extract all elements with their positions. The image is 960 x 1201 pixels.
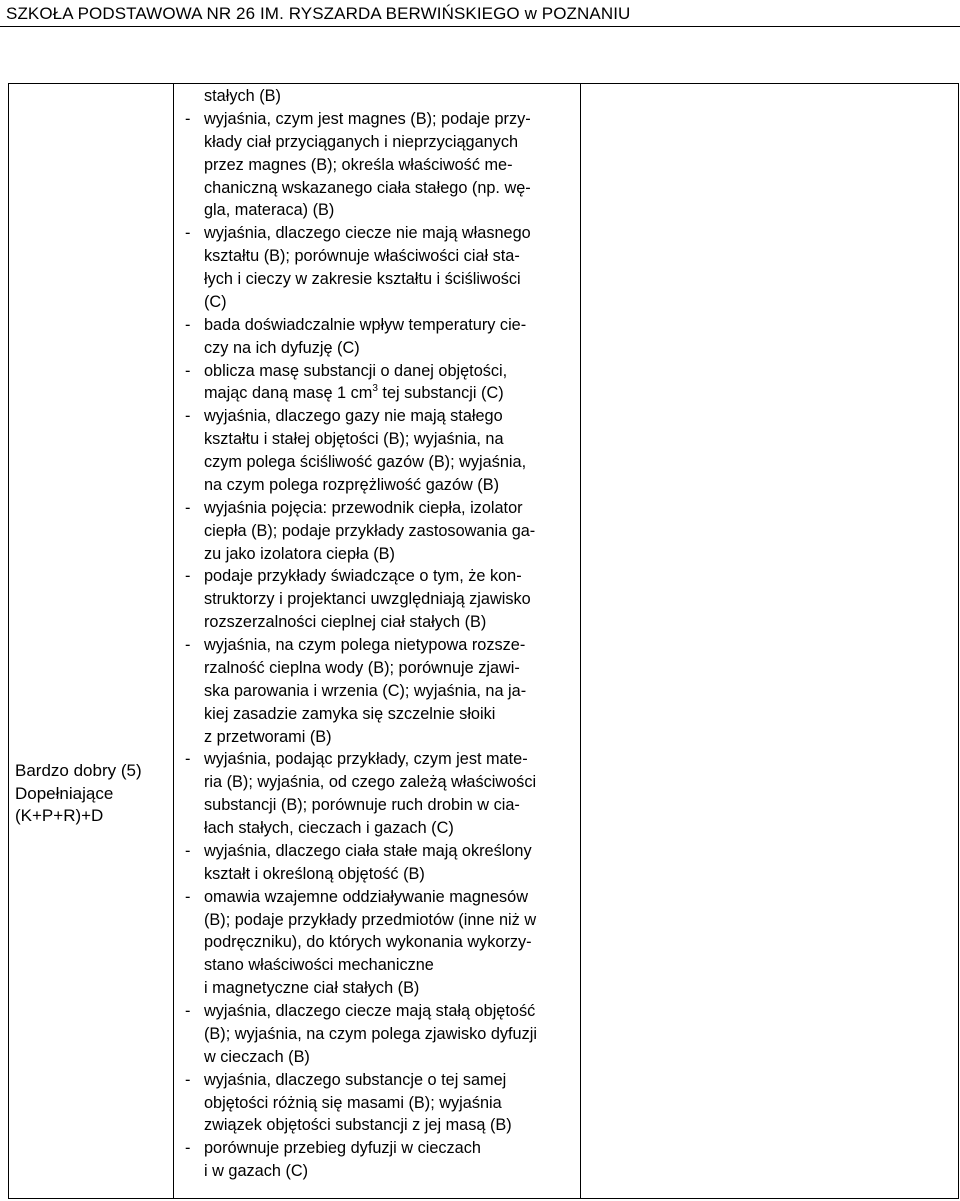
requirement-line (174, 771, 580, 794)
requirement-text-part: kształtu (B); porównuje właściwości ciał sta- (204, 247, 520, 266)
requirement-line (174, 474, 580, 497)
requirement-text (204, 909, 536, 932)
requirement-text-part: kształt i określoną objętość (B) (204, 864, 425, 883)
requirement-text-part: wyjaśnia, dlaczego ciecze nie mają własnego (204, 224, 531, 243)
bullet-dash: - (185, 361, 191, 380)
requirement-line (174, 977, 580, 1000)
requirement-text-part: (B); podaje przykłady przedmiotów (inne niż w (204, 910, 537, 929)
requirement-text (204, 1114, 512, 1137)
requirement-line (174, 85, 580, 108)
requirement-text (204, 291, 227, 314)
requirement-text-part: tej substancji (C) (377, 384, 504, 403)
requirement-text-part: zu jako izolatora ciepła (B) (204, 544, 395, 563)
requirement-line (174, 817, 580, 840)
bullet-dash: - (185, 315, 191, 334)
requirement-line (174, 268, 580, 291)
requirement-line (174, 840, 580, 863)
requirement-text-part: kiej zasadzie zamyka się szczelnie słoiki (204, 704, 496, 723)
requirement-line (174, 863, 580, 886)
requirement-text-part: wyjaśnia, dlaczego substancje o tej samej (204, 1070, 507, 1089)
requirement-text (204, 1000, 535, 1023)
requirement-text (204, 794, 520, 817)
requirement-line (174, 1092, 580, 1115)
requirement-line (174, 131, 580, 154)
requirement-line (174, 177, 580, 200)
bullet-dash: - (185, 636, 191, 654)
requirement-line (174, 154, 580, 177)
requirement-text (204, 611, 486, 634)
requirement-text (204, 840, 532, 863)
requirement-text (204, 268, 521, 291)
requirement-text (204, 360, 507, 383)
requirement-line (174, 382, 580, 405)
requirement-text-part: przez magnes (B); określa właściwość me- (204, 155, 513, 174)
requirement-text (204, 703, 495, 726)
grade-formula: (K+P+R)+D (15, 806, 104, 825)
requirement-text-part: stano właściwości mechaniczne (204, 956, 434, 975)
requirement-line (174, 222, 580, 245)
requirement-line (174, 314, 580, 337)
requirement-text (204, 1069, 506, 1092)
requirement-text (204, 85, 281, 108)
requirement-text (204, 382, 504, 405)
requirement-text-part: ciepła (B); podaje przykłady zastosowania ga- (204, 521, 536, 540)
requirement-line (174, 611, 580, 634)
requirement-line (174, 497, 580, 520)
requirement-line (174, 680, 580, 703)
requirement-line (174, 291, 580, 314)
requirement-text-part: wyjaśnia, dlaczego ciała stałe mają określony (204, 841, 532, 860)
requirement-text-part: i w gazach (C) (204, 1162, 309, 1181)
requirement-text-part: ria (B); wyjaśnia, od czego zależą właściwości (204, 773, 537, 792)
requirement-text (204, 680, 526, 703)
requirement-line (174, 1046, 580, 1069)
bullet-dash: - (185, 1002, 191, 1020)
requirement-text-part: rzalność cieplna wody (B); porównuje zjawi- (204, 658, 520, 677)
requirement-text (204, 497, 523, 520)
requirement-text-part: bada doświadczalnie wpływ temperatury cie- (204, 315, 527, 334)
requirement-text (204, 863, 425, 886)
grade-label (15, 760, 142, 828)
requirement-text-part: oblicza masę substancji o danej objętości, (204, 361, 508, 380)
requirement-text (204, 931, 532, 954)
requirement-text-part: mając daną masę 1 cm (204, 384, 373, 403)
requirement-text-part: wyjaśnia, dlaczego ciecze mają stałą objętość (204, 1002, 536, 1020)
requirement-text (204, 748, 528, 771)
requirement-text (204, 154, 513, 177)
requirement-line (174, 428, 580, 451)
requirement-text-part: i magnetyczne ciał stałych (B) (204, 979, 420, 998)
header-divider (0, 26, 960, 27)
requirement-text-part: substancji (B); porównuje ruch drobin w cia- (204, 796, 520, 815)
requirement-text (204, 428, 504, 451)
requirement-line (174, 1023, 580, 1046)
requirement-text-part: (C) (204, 292, 227, 311)
requirement-text (204, 771, 536, 794)
bullet-dash: - (185, 1070, 191, 1089)
requirement-line (174, 657, 580, 680)
requirement-text (204, 1046, 310, 1069)
requirement-line (174, 451, 580, 474)
requirement-line (174, 1069, 580, 1092)
requirement-text-part: kłady ciał przyciąganych i nieprzyciąganych (204, 132, 519, 151)
requirement-text (204, 954, 434, 977)
requirement-line (174, 726, 580, 749)
requirement-text-part: czy na ich dyfuzję (C) (204, 338, 360, 357)
requirement-line (174, 360, 580, 383)
requirement-text-part: wyjaśnia, podając przykłady, czym jest mate- (204, 750, 528, 769)
requirement-line (174, 1000, 580, 1023)
requirement-text (204, 1023, 537, 1046)
requirement-text-part: podaje przykłady świadczące o tym, że kon- (204, 567, 522, 586)
requirement-text (204, 131, 518, 154)
requirement-text (204, 177, 531, 200)
superscript: 3 (372, 383, 378, 395)
bullet-dash: - (185, 841, 191, 860)
requirement-text-part: na czym polega rozprężliwość gazów (B) (204, 475, 499, 494)
requirement-text (204, 520, 535, 543)
requirement-text-part: czym polega ściśliwość gazów (B); wyjaśnia, (204, 453, 527, 471)
requirement-text-part: wyjaśnia, czym jest magnes (B); podaje przy- (204, 109, 531, 128)
grade-column (9, 84, 174, 1198)
requirement-line (174, 634, 580, 657)
bullet-dash: - (185, 498, 191, 517)
requirement-text (204, 657, 520, 680)
requirement-text-part: w cieczach (B) (204, 1047, 310, 1066)
requirement-text (204, 977, 419, 1000)
requirement-text (204, 1160, 308, 1183)
requirement-text-part: podręczniku), do których wykonania wykorzy- (204, 933, 532, 952)
requirement-line (174, 703, 580, 726)
bullet-dash: - (185, 887, 191, 906)
requirement-text-part: ska parowania i wrzenia (C); wyjaśnia, na ja- (204, 681, 527, 700)
document-header: SZKOŁA PODSTAWOWA NR 26 IM. RYSZARDA BERWIŃSKIEGO w POZNANIU (6, 4, 631, 23)
requirement-text-part: (B); wyjaśnia, na czym polega zjawisko dyfuzji (204, 1024, 537, 1043)
requirement-line (174, 1137, 580, 1160)
requirement-text (204, 886, 528, 909)
requirement-line (174, 565, 580, 588)
requirement-text (204, 245, 520, 268)
bullet-dash: - (185, 224, 191, 243)
requirement-text-part: kształtu i stałej objętości (B); wyjaśnia, na (204, 430, 504, 449)
requirement-text (204, 199, 334, 222)
requirement-text (204, 405, 503, 428)
requirement-line (174, 794, 580, 817)
requirement-line (174, 245, 580, 268)
bullet-dash: - (185, 1139, 191, 1158)
requirement-text-part: rozszerzalności cieplnej ciał stałych (B) (204, 613, 487, 632)
requirement-text-part: łach stałych, cieczach i gazach (C) (204, 819, 454, 837)
grade-category: Dopełniające (15, 783, 114, 803)
requirement-line (174, 520, 580, 543)
requirement-text (204, 337, 360, 360)
requirement-text-part: łych i cieczy w zakresie kształtu i ściśliwości (204, 270, 521, 288)
requirement-text-part: porównuje przebieg dyfuzji w cieczach (204, 1139, 481, 1158)
requirement-line (174, 909, 580, 932)
requirement-line (174, 1114, 580, 1137)
requirement-text-part: omawia wzajemne oddziaływanie magnesów (204, 887, 528, 906)
requirement-text (204, 588, 531, 611)
requirement-text (204, 314, 526, 337)
requirement-line (174, 931, 580, 954)
requirement-text (204, 222, 531, 245)
requirement-text-part: z przetworami (B) (204, 727, 332, 746)
requirement-text (204, 634, 525, 657)
requirement-text (204, 474, 499, 497)
requirement-line (174, 405, 580, 428)
requirement-text-part: związek objętości substancji z jej masą (B) (204, 1116, 512, 1135)
requirement-line (174, 337, 580, 360)
requirements-column (174, 84, 581, 1198)
requirement-text-part: wyjaśnia pojęcia: przewodnik ciepła, izolator (204, 498, 523, 517)
requirement-text (204, 1092, 502, 1115)
requirement-line (174, 748, 580, 771)
requirements-list (174, 85, 580, 1183)
requirement-line (174, 543, 580, 566)
requirement-text-part: struktorzy i projektanci uwzględniają zjawisko (204, 590, 531, 609)
requirement-text (204, 726, 332, 749)
bullet-dash: - (185, 567, 191, 586)
requirement-text-part: wyjaśnia, na czym polega nietypowa rozsze- (204, 636, 526, 654)
requirement-text-part: stałych (B) (204, 87, 281, 105)
requirement-text-part: objętości różnią się masami (B); wyjaśnia (204, 1093, 502, 1112)
requirement-text-part: gla, materaca) (B) (204, 201, 335, 220)
requirement-line (174, 1160, 580, 1183)
requirement-text (204, 817, 454, 840)
requirement-text (204, 1137, 481, 1160)
requirement-line (174, 199, 580, 222)
requirement-line (174, 588, 580, 611)
bullet-dash: - (185, 407, 191, 426)
requirement-line (174, 954, 580, 977)
requirement-text (204, 543, 395, 566)
requirement-line (174, 108, 580, 131)
grade-name: Bardzo dobry (5) (15, 761, 142, 780)
requirement-line (174, 886, 580, 909)
requirement-text (204, 108, 531, 131)
requirement-text-part: chaniczną wskazanego ciała stałego (np. wę- (204, 178, 531, 197)
requirement-text (204, 565, 522, 588)
requirement-text (204, 451, 526, 474)
bullet-dash: - (185, 750, 191, 769)
requirements-table (8, 83, 959, 1199)
requirement-text-part: wyjaśnia, dlaczego gazy nie mają stałego (204, 407, 503, 426)
bullet-dash: - (185, 109, 191, 128)
